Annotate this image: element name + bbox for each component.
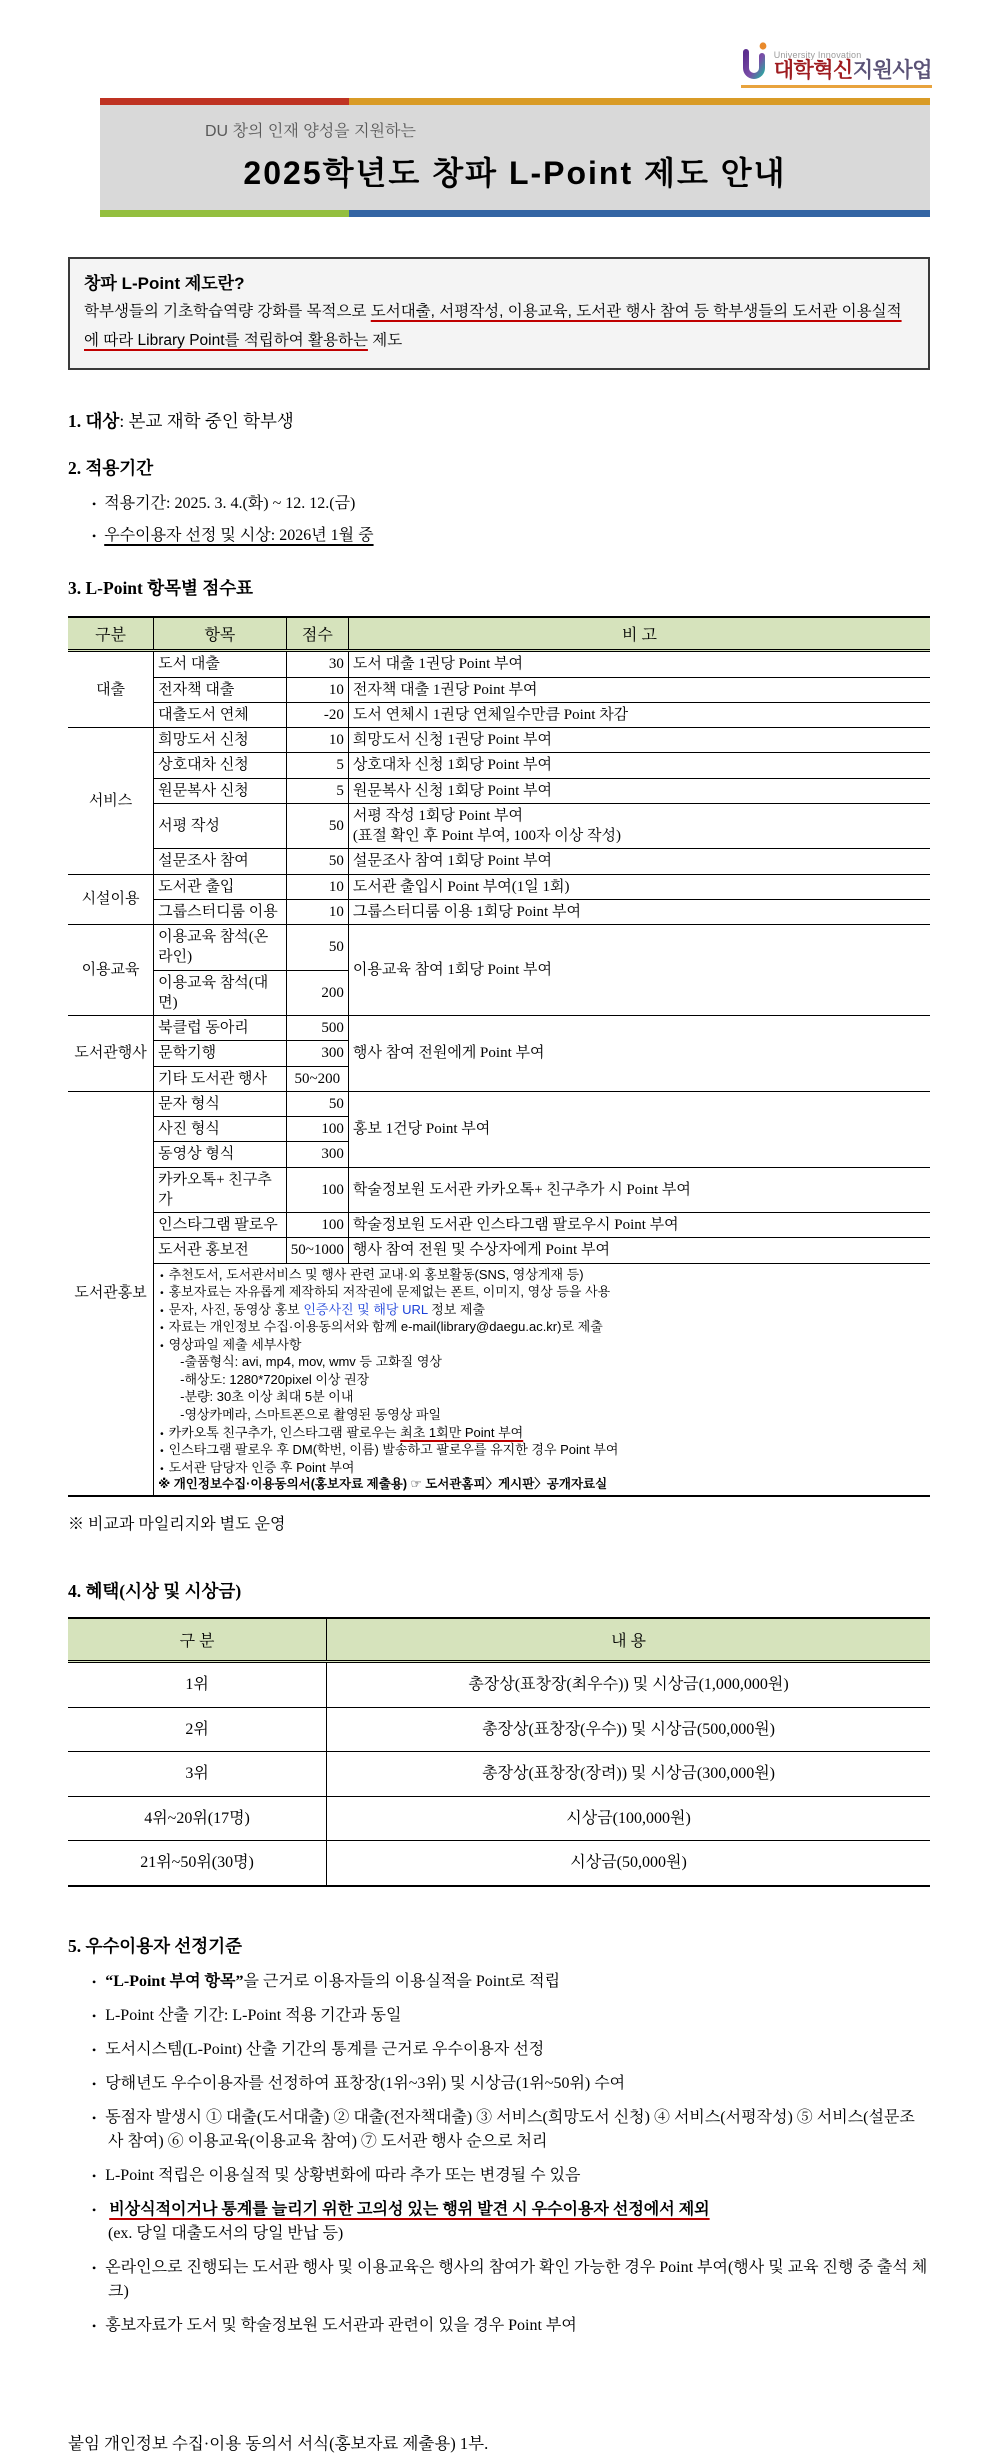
cell-score: 10 [286, 874, 348, 899]
cell-score: 10 [286, 728, 348, 753]
banner-bottom-bar [100, 210, 930, 217]
info-box-body [84, 298, 914, 355]
cell-prize: 시상금(100,000원) [327, 1796, 930, 1841]
info-box [68, 257, 930, 370]
table-row [68, 778, 930, 803]
banner-top-bar [100, 98, 930, 105]
table-row [68, 1662, 930, 1708]
table-row [68, 1091, 930, 1116]
cell-group: 서비스 [68, 728, 154, 875]
cell-item: 이용교육 참석(대면) [154, 970, 287, 1016]
info-box-title: 창파 L-Point 제도란? [84, 274, 245, 293]
column-header: 구분 [68, 617, 154, 651]
cell-item: 서평 작성 [154, 803, 287, 849]
cell-rank: 2위 [68, 1707, 327, 1752]
note-text: 카카오톡 친구추가, 인스타그램 팔로우는 [168, 1424, 401, 1440]
cell-note: 설문조사 참여 1회당 Point 부여 [348, 849, 930, 874]
cell-item: 문자 형식 [154, 1091, 287, 1116]
logo-text [774, 51, 932, 82]
cell-item: 그룹스터디룸 이용 [154, 899, 287, 924]
cell-group: 대출 [68, 651, 154, 728]
cell-item: 설문조사 참여 [154, 849, 287, 874]
logo-title [774, 60, 932, 82]
section-2-heading: 2. 적용기간 [68, 458, 154, 479]
cell-item: 전자책 대출 [154, 677, 287, 702]
note-line-1: 서평 작성 1회당 Point 부여 [352, 807, 523, 824]
cell-item: 북클럽 동아리 [154, 1016, 287, 1041]
table-row [68, 1752, 930, 1797]
cell-item: 대출도서 연체 [154, 702, 287, 727]
table-row [68, 874, 930, 899]
green-bar-segment [100, 210, 349, 217]
table-row [68, 1238, 930, 1263]
table-row [68, 702, 930, 727]
cell-group: 시설이용 [68, 874, 154, 925]
logo-title-strong: 대학혁신 [773, 58, 853, 82]
list-item [92, 2198, 930, 2246]
logo-small-text: University Innovation [773, 49, 862, 60]
table-row [68, 1167, 930, 1213]
bullet-warning-text: 비상식적이거나 통계를 늘리기 위한 고의성 있는 행위 발견 시 우수이용자 선정에서 제외 [109, 2201, 710, 2218]
note-line: • 도서관 담당자 인증 후 Point 부여 [158, 1459, 926, 1477]
banner-subtitle: DU 창의 인재 양성을 지원하는 [205, 123, 416, 140]
note-line [158, 1424, 926, 1442]
cell-score: 300 [286, 1142, 348, 1167]
attachment-line: 붙임 개인정보 수집·이용 동의서 서식(홍보자료 제출용) 1부. [68, 2434, 489, 2453]
cell-score: 100 [286, 1117, 348, 1142]
cell-score: 50 [286, 1091, 348, 1116]
table-row [68, 1016, 930, 1041]
note-subline: -분량: 30초 이상 최대 5분 이내 [180, 1389, 354, 1405]
list-item: • 온라인으로 진행되는 도서관 행사 및 이용교육은 행사의 참여가 확인 가능한 경우 Point 부여(행사 및 교육 진행 중 출석 체크) [92, 2256, 930, 2304]
cell-item: 기타 도서관 행사 [154, 1066, 287, 1091]
cell-item: 원문복사 신청 [154, 778, 287, 803]
table-row [68, 728, 930, 753]
table-row [68, 677, 930, 702]
cell-score: 10 [286, 899, 348, 924]
list-item: • 동점자 발생시 ① 대출(도서대출) ② 대출(전자책대출) ③ 서비스(희망도서 신청) ④ 서비스(서평작성) ⑤ 서비스(설문조사 참여) ⑥ 이용교육(이용교육 참여) ⑦ 도서관 행사 순으로 처리 [92, 2106, 930, 2154]
score-table [68, 616, 930, 1497]
cell-score: 300 [286, 1041, 348, 1066]
cell-score: 500 [286, 1016, 348, 1041]
note-line: • 추천도서, 도서관서비스 및 행사 관련 교내·외 홍보활동(SNS, 영상게재 등) [158, 1266, 926, 1284]
cell-rank: 1위 [68, 1662, 327, 1708]
cell-prize: 총장상(표창장(장려)) 및 시상금(300,000원) [327, 1752, 930, 1797]
note-line-2: (표절 확인 후 Point 부여, 100자 이상 작성) [352, 828, 621, 845]
cell-item: 동영상 형식 [154, 1142, 287, 1167]
cell-score: 100 [286, 1213, 348, 1238]
list-item: • 당해년도 우수이용자를 선정하여 표창장(1위~3위) 및 시상금(1위~50위) 수여 [92, 2072, 930, 2096]
note-line: • 인스타그램 팔로우 후 DM(학번, 이름) 발송하고 팔로우를 유지한 경우 Point 부여 [158, 1441, 926, 1459]
table-row [68, 1796, 930, 1841]
cell-score: 5 [286, 753, 348, 778]
cell-score: 200 [286, 970, 348, 1016]
table-header-row [68, 1618, 930, 1662]
orange-bar-segment [349, 98, 930, 105]
bullet-text: 을 근거로 이용자들의 이용실적을 Point로 적립 [243, 1973, 561, 1990]
note-text: 정보 제출 [427, 1301, 486, 1317]
cell-item: 희망도서 신청 [154, 728, 287, 753]
cell-item: 사진 형식 [154, 1117, 287, 1142]
page-title: 2025학년도 창파 L-Point 제도 안내 [243, 155, 787, 191]
table-footnote: ※ 비교과 마일리지와 별도 운영 [68, 1516, 286, 1534]
note-subline: -해상도: 1280*720pixel 이상 권장 [180, 1371, 370, 1387]
column-header: 내 용 [327, 1618, 930, 1662]
cell-rank: 21위~50위(30명) [68, 1841, 327, 1886]
promotion-notes-cell [154, 1263, 930, 1496]
cell-score: 50 [286, 803, 348, 849]
cell-note: 학술정보원 도서관 카카오톡+ 친구추가 시 Point 부여 [348, 1167, 930, 1213]
info-body-underlined: 도서대출, 서평작성, 이용교육, 도서관 행사 참여 등 학부생들의 도서관 이용실적에 따라 Library Point를 적립하여 활용하는 [84, 303, 902, 349]
cell-item: 이용교육 참석(온라인) [154, 925, 287, 971]
cell-note-merged: 이용교육 참여 1회당 Point 부여 [348, 925, 930, 1016]
cell-score: 50~1000 [286, 1238, 348, 1263]
university-innovation-logo-icon [741, 42, 769, 82]
cell-score: 50 [286, 925, 348, 971]
cell-rank: 3위 [68, 1752, 327, 1797]
table-row [68, 651, 930, 677]
section-3-heading: 3. L-Point 항목별 점수표 [68, 578, 254, 599]
cell-note-merged: 홍보 1건당 Point 부여 [348, 1091, 930, 1167]
cell-note: 학술정보원 도서관 인스타그램 팔로우시 Point 부여 [348, 1213, 930, 1238]
section-2-bullets [92, 490, 930, 545]
cell-note: 도서관 출입시 Point 부여(1일 1회) [348, 874, 930, 899]
cell-note: 원문복사 신청 1회당 Point 부여 [348, 778, 930, 803]
red-bar-segment [100, 98, 349, 105]
cell-item: 문학기행 [154, 1041, 287, 1066]
cell-note: 도서 대출 1권당 Point 부여 [348, 651, 930, 677]
cell-note: 그룹스터디룸 이용 1회당 Point 부여 [348, 899, 930, 924]
column-header: 항목 [154, 617, 287, 651]
cell-group: 도서관행사 [68, 1016, 154, 1092]
note-text-blue: 인증사진 및 해당 URL [303, 1301, 428, 1317]
cell-note: 도서 연체시 1권당 연체일수만큼 Point 차감 [348, 702, 930, 727]
title-banner [100, 98, 930, 217]
cell-prize: 총장상(표창장(최우수)) 및 시상금(1,000,000원) [327, 1662, 930, 1708]
cell-note: 행사 참여 전원 및 수상자에게 Point 부여 [348, 1238, 930, 1263]
list-item: • 홍보자료가 도서 및 학술정보원 도서관과 관련이 있을 경우 Point 부여 [92, 2314, 930, 2338]
section-1-text: : 본교 재학 중인 학부생 [119, 411, 294, 432]
cell-note: 희망도서 신청 1권당 Point 부여 [348, 728, 930, 753]
list-item [92, 522, 930, 545]
list-item: • L-Point 적립은 이용실적 및 상황변화에 따라 추가 또는 변경될 수 있음 [92, 2164, 930, 2188]
note-text-underlined: 최초 1회만 Point 부여 [400, 1424, 524, 1440]
table-row [68, 849, 930, 874]
table-row [68, 753, 930, 778]
cell-note-merged: 행사 참여 전원에게 Point 부여 [348, 1016, 930, 1092]
list-item [92, 490, 930, 513]
cell-item: 카카오톡+ 친구추가 [154, 1167, 287, 1213]
note-line [158, 1301, 926, 1319]
table-row [68, 803, 930, 849]
cell-item: 도서 대출 [154, 651, 287, 677]
bullet-warning-example: (ex. 당일 대출도서의 당일 반납 등) [108, 2225, 344, 2242]
info-body-post: 제도 [367, 331, 403, 349]
cell-note: 상호대차 신청 1회당 Point 부여 [348, 753, 930, 778]
note-line: • 영상파일 제출 세부사항 [158, 1336, 926, 1354]
column-header: 점수 [286, 617, 348, 651]
section-1-label: 1. 대상 [68, 411, 120, 432]
blue-bar-segment [349, 210, 930, 217]
section-5-bullets [92, 1970, 930, 2338]
cell-group: 도서관홍보 [68, 1091, 154, 1496]
bullet-bold-text: “L-Point 부여 항목” [105, 1973, 244, 1990]
table-row [68, 1263, 930, 1496]
cell-score: 100 [286, 1167, 348, 1213]
logo-row [0, 0, 992, 88]
period-text: 적용기간: 2025. 3. 4.(화) ~ 12. 12.(금) [104, 495, 356, 513]
cell-score: 10 [286, 677, 348, 702]
list-item: • L-Point 산출 기간: L-Point 적용 기간과 동일 [92, 2004, 930, 2028]
cell-prize: 총장상(표창장(우수)) 및 시상금(500,000원) [327, 1707, 930, 1752]
cell-note [348, 803, 930, 849]
cell-item: 도서관 홍보전 [154, 1238, 287, 1263]
table-row [68, 1707, 930, 1752]
award-schedule-text: 우수이용자 선정 및 시상: 2026년 1월 중 [104, 527, 374, 545]
cell-prize: 시상금(50,000원) [327, 1841, 930, 1886]
cell-item: 인스타그램 팔로우 [154, 1213, 287, 1238]
list-item: • 도서시스템(L-Point) 산출 기간의 통계를 근거로 우수이용자 선정 [92, 2038, 930, 2062]
note-star-line: ※ 개인정보수집·이용동의서(홍보자료 제출용) ☞ 도서관홈피〉게시판〉공개자료실 [158, 1477, 608, 1492]
note-text: 문자, 사진, 동영상 홍보 [168, 1301, 304, 1317]
university-innovation-logo [741, 42, 932, 88]
cell-score: 50~200 [286, 1066, 348, 1091]
table-row [68, 1213, 930, 1238]
cell-item: 도서관 출입 [154, 874, 287, 899]
cell-rank: 4위~20위(17명) [68, 1796, 327, 1841]
cell-score: 50 [286, 849, 348, 874]
cell-score: 30 [286, 651, 348, 677]
cell-group: 이용교육 [68, 925, 154, 1016]
list-item [92, 1970, 930, 1994]
cell-note: 전자책 대출 1권당 Point 부여 [348, 677, 930, 702]
section-5-heading: 5. 우수이용자 선정기준 [68, 1936, 243, 1956]
cell-score: -20 [286, 702, 348, 727]
section-4-heading: 4. 혜택(시상 및 시상금) [68, 1581, 242, 1602]
note-subline: -출품형식: avi, mp4, mov, wmv 등 고화질 영상 [180, 1354, 442, 1370]
benefit-table [68, 1617, 930, 1887]
note-line: • 홍보자료는 자유롭게 제작하되 저작권에 문제없는 폰트, 이미지, 영상 등을 사용 [158, 1283, 926, 1301]
table-header-row [68, 617, 930, 651]
note-line: • 자료는 개인정보 수집·이용동의서와 함께 e-mail(library@daegu.ac.kr)로 제출 [158, 1318, 926, 1336]
table-row [68, 1841, 930, 1886]
column-header: 구 분 [68, 1618, 327, 1662]
cell-score: 5 [286, 778, 348, 803]
section-1-heading [68, 408, 930, 433]
table-row [68, 899, 930, 924]
column-header: 비 고 [348, 617, 930, 651]
note-subline: -영상카메라, 스마트폰으로 촬영된 동영상 파일 [180, 1406, 442, 1422]
table-row [68, 925, 930, 971]
cell-item: 상호대차 신청 [154, 753, 287, 778]
banner-body [100, 105, 930, 210]
info-body-pre: 학부생들의 기초학습역량 강화를 목적으로 [84, 303, 371, 320]
logo-title-rest: 지원사업 [852, 58, 932, 82]
